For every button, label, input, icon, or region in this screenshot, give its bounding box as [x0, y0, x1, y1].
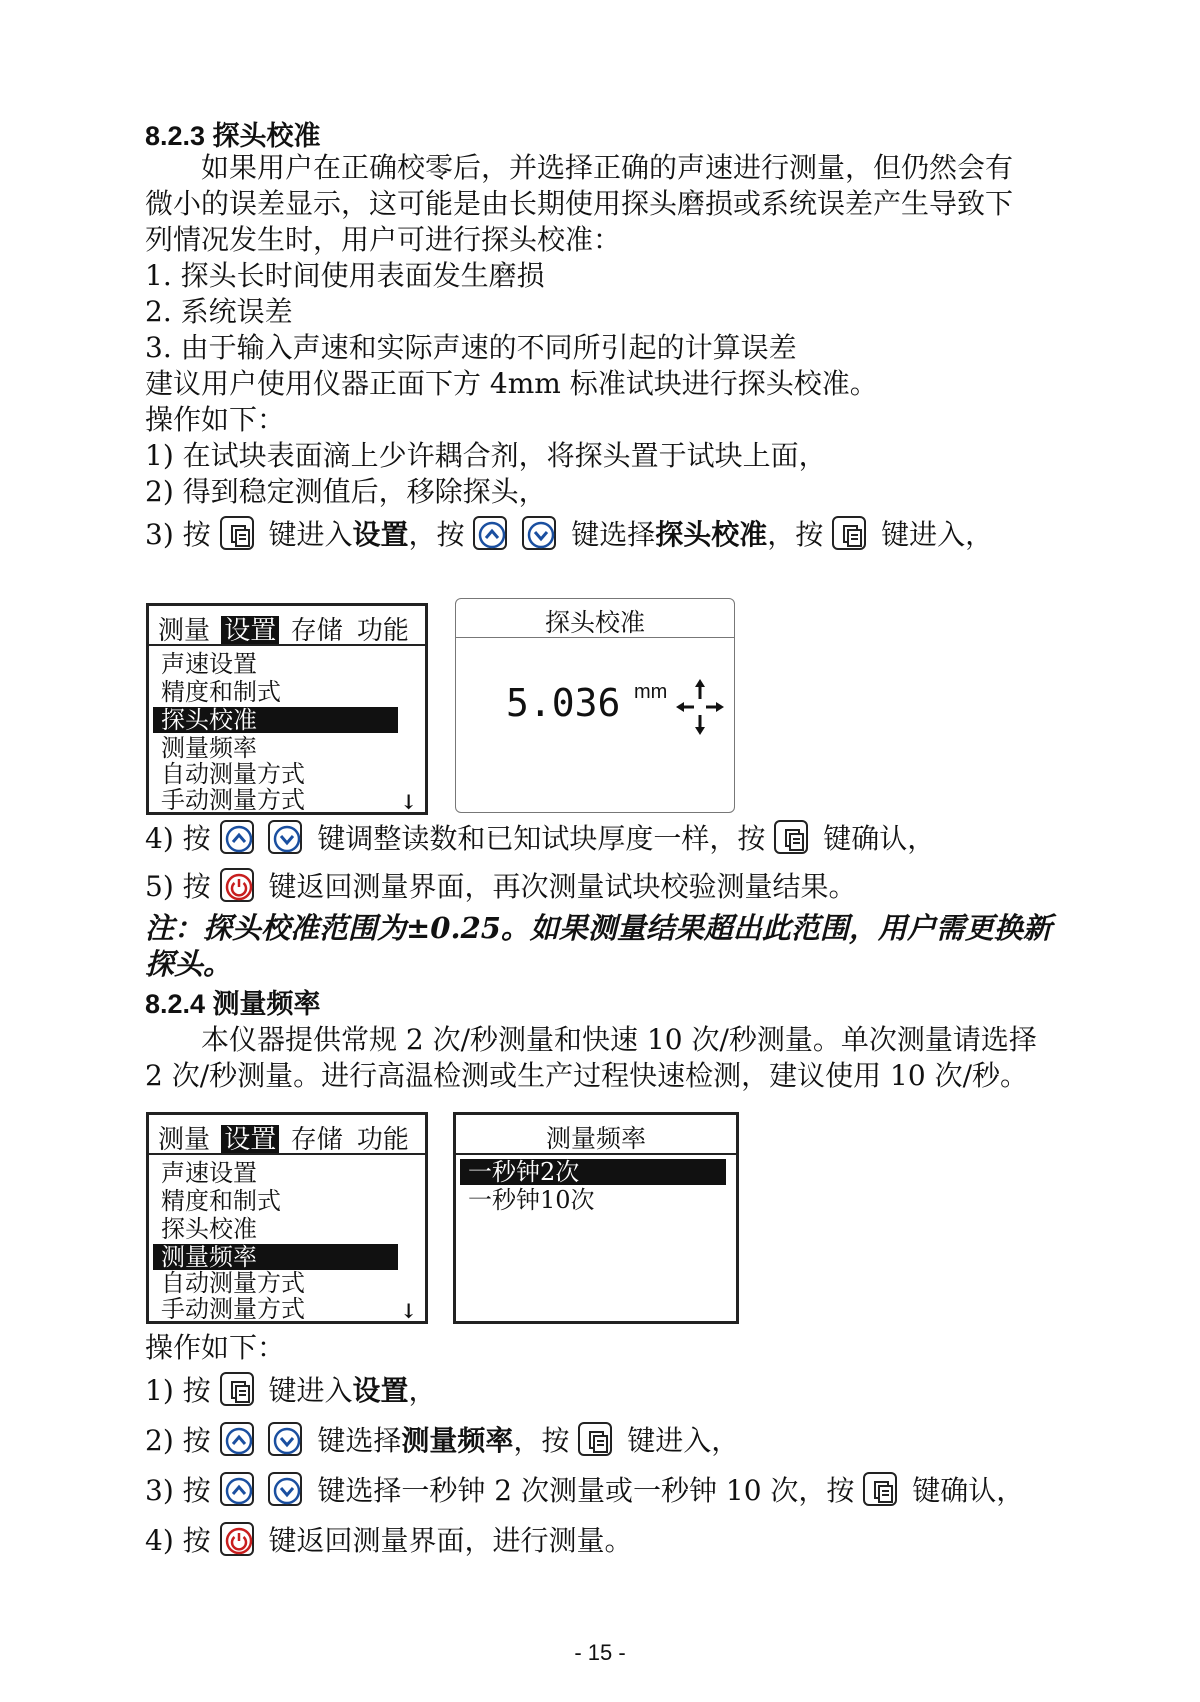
- step-item: [145, 1472, 1024, 1509]
- step-text: ，按: [513, 1424, 570, 1457]
- tab-measure: 测量: [158, 1125, 211, 1155]
- menu-key-icon: [220, 516, 254, 550]
- menu-item: 声速设置: [161, 650, 257, 678]
- divider: [456, 1153, 736, 1155]
- paragraph-line: 如果用户在正确校零后，并选择正确的声速进行测量，但仍然会有: [145, 151, 1014, 184]
- step-text: 键进入，: [627, 1424, 740, 1457]
- reading-unit: mm: [634, 681, 668, 703]
- menu-item: 测量频率: [161, 734, 257, 762]
- step-item: [145, 1422, 739, 1459]
- menu-key-icon: [774, 820, 808, 854]
- step-text: ，按: [767, 518, 824, 551]
- step-item: 2) 得到稳定测值后，移除探头，: [145, 475, 547, 508]
- down-key-icon: [268, 820, 302, 854]
- menu-key-icon: [863, 1472, 897, 1506]
- menu-key-icon: [832, 516, 866, 550]
- step-number: 1) 按: [145, 1374, 211, 1407]
- step-text: 键选择: [317, 1424, 402, 1457]
- freq-option-selected: 一秒钟2次: [460, 1159, 726, 1185]
- step-text: ，按: [408, 518, 465, 551]
- device-menu-screen-2: [146, 1112, 428, 1324]
- reading-value: 5.036: [506, 681, 621, 725]
- step-number: 2) 按: [145, 1424, 211, 1457]
- divider: [456, 637, 734, 638]
- ops-label: 操作如下：: [145, 1331, 286, 1364]
- menu-item: 手动测量方式: [161, 1295, 305, 1323]
- paragraph-line: 2 次/秒测量。进行高温检测或生产过程快速检测，建议使用 10 次/秒。: [145, 1059, 1029, 1092]
- tab-settings: 设置: [221, 616, 279, 646]
- paragraph-line: 微小的误差显示，这可能是由长期使用探头磨损或系统误差产生导致下: [145, 187, 1014, 220]
- ops-label: 操作如下：: [145, 403, 286, 436]
- power-key-icon: [220, 868, 254, 902]
- step-text: 键调整读数和已知试块厚度一样，按: [317, 822, 766, 855]
- section-heading-probe-calibration: 8.2.3 探头校准: [145, 121, 321, 151]
- page-number: - 15 -: [574, 1640, 626, 1665]
- menu-tab-bar: [155, 610, 412, 647]
- power-key-icon: [220, 1522, 254, 1556]
- paragraph-line: 列情况发生时，用户可进行探头校准：: [145, 223, 622, 256]
- tab-storage: 存储: [290, 1125, 343, 1155]
- step-item: [145, 1522, 632, 1559]
- step-emph: 测量频率: [401, 1424, 514, 1457]
- step-number: 5) 按: [145, 870, 211, 903]
- tab-settings: 设置: [221, 1125, 279, 1155]
- menu-tab-bar: [155, 1119, 412, 1156]
- menu-item-selected: 探头校准: [153, 707, 398, 733]
- menu-item: 手动测量方式: [161, 786, 305, 814]
- down-key-icon: [522, 516, 556, 550]
- up-key-icon: [220, 1422, 254, 1456]
- menu-key-icon: [578, 1422, 612, 1456]
- step-text: 键进入: [268, 1374, 353, 1407]
- screen-title: 测量频率: [545, 1124, 646, 1153]
- step-emph: 探头校准: [655, 518, 768, 551]
- step-text: 键返回测量界面，再次测量试块校验测量结果。: [268, 870, 857, 903]
- menu-item: 自动测量方式: [161, 760, 305, 788]
- list-item: 1. 探头长时间使用表面发生磨损: [145, 259, 545, 292]
- section-heading-measure-frequency: 8.2.4 测量频率: [145, 989, 321, 1019]
- step-number: 3) 按: [145, 1474, 211, 1507]
- menu-key-icon: [220, 1372, 254, 1406]
- up-key-icon: [220, 820, 254, 854]
- scroll-down-icon: ↓: [400, 1299, 417, 1323]
- step-text: 键返回测量界面，进行测量。: [268, 1524, 633, 1557]
- step-text: 键选择: [571, 518, 656, 551]
- step-item-3: [145, 516, 993, 553]
- up-key-icon: [473, 516, 507, 550]
- step-item: [145, 1372, 437, 1409]
- menu-item: 自动测量方式: [161, 1269, 305, 1297]
- step-text: 键进入，: [881, 518, 994, 551]
- step-text: 键选择一秒钟 2 次测量或一秒钟 10 次，按: [317, 1474, 855, 1507]
- list-item: 2. 系统误差: [145, 295, 293, 328]
- advice-text: 建议用户使用仪器正面下方 4mm 标准试块进行探头校准。: [145, 367, 878, 400]
- screen-title: 探头校准: [544, 608, 645, 637]
- menu-item: 探头校准: [161, 1215, 257, 1243]
- step-item-5: [145, 868, 856, 905]
- step-text: 键进入: [268, 518, 353, 551]
- list-item: 3. 由于输入声速和实际声速的不同所引起的计算误差: [145, 331, 797, 364]
- menu-item: 精度和制式: [161, 1187, 281, 1215]
- step-item: 1) 在试块表面滴上少许耦合剂，将探头置于试块上面，: [145, 439, 827, 472]
- step-text: 键确认，: [823, 822, 936, 855]
- step-item-4: [145, 820, 935, 857]
- tab-measure: 测量: [158, 616, 211, 646]
- up-key-icon: [220, 1472, 254, 1506]
- step-text: ，: [408, 1374, 437, 1407]
- scroll-down-icon: ↓: [400, 790, 417, 814]
- step-emph: 设置: [352, 518, 409, 551]
- device-menu-screen: [146, 603, 428, 815]
- step-number: 4) 按: [145, 1524, 211, 1557]
- menu-item: 声速设置: [161, 1159, 257, 1187]
- menu-item-selected: 测量频率: [153, 1244, 398, 1270]
- paragraph-line: 本仪器提供常规 2 次/秒测量和快速 10 次/秒测量。单次测量请选择: [145, 1023, 1037, 1056]
- note-line: 探头。: [145, 947, 233, 981]
- adjust-arrows-icon: [674, 677, 726, 737]
- step-text: 键确认，: [912, 1474, 1025, 1507]
- note-line: 注：探头校准范围为±0.25。如果测量结果超出此范围，用户需更换新: [145, 911, 1052, 945]
- divider: [149, 1153, 425, 1155]
- step-emph: 设置: [352, 1374, 409, 1407]
- menu-item: 精度和制式: [161, 678, 281, 706]
- step-number: 4) 按: [145, 822, 211, 855]
- tab-storage: 存储: [290, 616, 343, 646]
- down-key-icon: [268, 1422, 302, 1456]
- down-key-icon: [268, 1472, 302, 1506]
- tab-functions: 功能: [356, 1125, 409, 1155]
- tab-functions: 功能: [356, 616, 409, 646]
- divider: [149, 644, 425, 646]
- step-number: 3) 按: [145, 518, 211, 551]
- device-calib-screen: [455, 598, 735, 813]
- freq-option: 一秒钟10次: [468, 1186, 595, 1214]
- device-freq-screen: [453, 1112, 739, 1324]
